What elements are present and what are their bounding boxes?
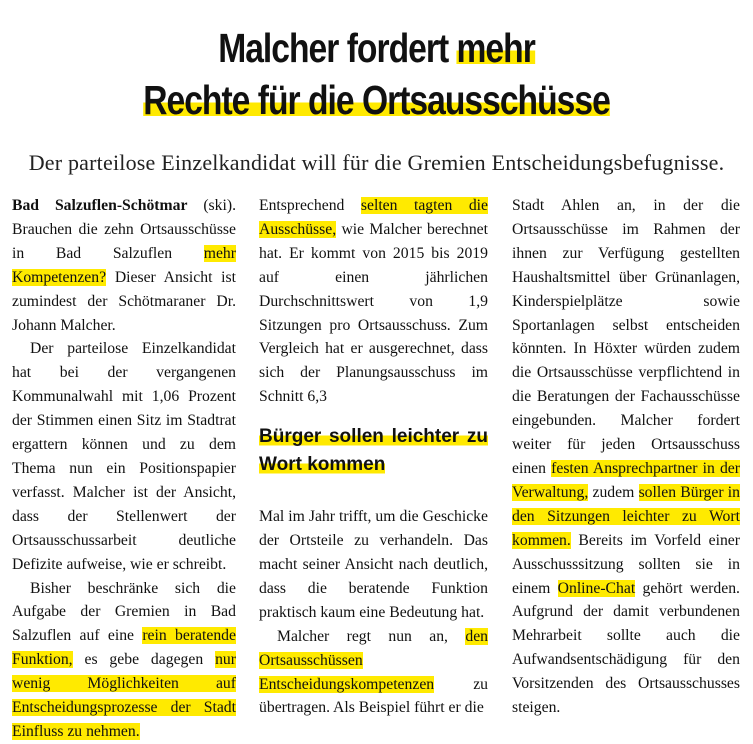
paragraph: Der parteilose Einzelkandidat hat bei der vergangenen Kommunalwahl mit 1,06 Prozent der Stimmen einen Sitz im Stadtrat ergattern können und zu dem Thema nun ein Positionspapier verfasst. Malcher ist der Ansicht, dass der Stellenwert der Ortsausschussarbeit deutliche Defizite aufweise, wie er schreibt. xyxy=(12,340,236,573)
highlighted-text: sollen Bürger in den Sitzungen leichter zu Wort kommen. xyxy=(512,483,740,549)
highlighted-text: Online-Chat xyxy=(557,579,636,597)
paragraph xyxy=(512,194,740,720)
subheading xyxy=(259,423,488,479)
text: wie Malcher berechnet hat. Er kommt von 2015 bis 2019 auf einen jährlichen Durchschnittswert von 1,9 Sitzungen pro Ortsausschuss. Zum Vergleich hat er ausgerechnet, dass sich der Planungsausschuss im Schnitt 6,3 xyxy=(259,220,488,406)
article-column-1 xyxy=(12,194,236,744)
author-tag: (ski). xyxy=(187,197,236,214)
text: Malcher regt nun an, xyxy=(277,627,466,645)
headline-part-1: Malcher fordert xyxy=(218,25,457,71)
subheading-text: Bürger sollen leichter zu Wort kommen xyxy=(259,426,488,476)
paragraph xyxy=(12,194,236,337)
article-column-3 xyxy=(512,194,740,720)
text: Brauchen die zehn Ortsausschüsse in Bad Salzuflen xyxy=(12,220,236,262)
text: Bisher beschränke sich die Aufgabe der Gremien in Bad Salzuflen auf eine xyxy=(12,579,236,645)
headline-line-2 xyxy=(68,77,685,123)
headline-line-1 xyxy=(68,25,685,71)
text: Bereits im Vorfeld einer Ausschusssitzung sollten sie in einem xyxy=(512,531,740,597)
text: Dieser Ansicht ist zumindest der Schötmaraner Dr. Johann Malcher. xyxy=(12,268,236,334)
text: es gebe dagegen xyxy=(72,651,216,669)
highlighted-text: rein beratende Funktion, xyxy=(12,627,236,669)
dateline: Bad Salzuflen-Schötmar xyxy=(12,197,188,214)
article-column-2 xyxy=(259,194,488,720)
paragraph xyxy=(259,625,488,721)
subtitle: Der parteilose Einzelkandidat will für die Gremien Entscheidungsbefugnisse. xyxy=(28,150,725,175)
headline-highlight: mehr xyxy=(456,25,535,71)
highlighted-text: den Ortsausschüssen Entscheidungskompetenzen xyxy=(259,627,488,693)
highlighted-text: nur wenig Möglichkeiten auf Entscheidungsprozesse der Stadt Einfluss zu nehmen. xyxy=(12,651,236,740)
text: gehört werden. Aufgrund der damit verbundenen Mehrarbeit sollte auch die Aufwandsentschädigung für den Vorsitzenden des Ortsausschusses steigen. xyxy=(512,579,740,717)
paragraph xyxy=(259,194,488,409)
highlighted-text: festen Ansprechpartner in der Verwaltung, xyxy=(512,459,740,501)
paragraph xyxy=(12,577,236,744)
paragraph: Mal im Jahr trifft, um die Geschicke der Ortsteile zu verhandeln. Das macht seiner Ansicht nach deutlich, dass die beratende Funktion praktisch kaum eine Bedeutung hat. xyxy=(259,508,488,621)
text: zu übertragen. Als Beispiel führt er die xyxy=(259,675,488,717)
highlighted-text: selten tagten die Ausschüsse, xyxy=(259,197,488,238)
text: Entsprechend xyxy=(259,197,361,214)
text: zudem xyxy=(588,483,639,501)
headline-line-2-text: Rechte für die Ortsausschüsse xyxy=(143,77,610,123)
text: Stadt Ahlen an, in der die Ortsausschüsse im Rahmen der ihnen zur Verfügung gestellten Haushaltsmittel über Grünanlagen, Kinderspielplätze sowie Sportanlagen selbst entscheiden könnten. In Höxter würden zudem die Ortsausschüsse verpflichtend in die Beratungen der Fachausschüsse eingebunden. Malcher fordert weiter für jeden Ortsausschuss einen xyxy=(512,197,740,477)
highlighted-text: mehr Kompetenzen? xyxy=(12,244,236,286)
